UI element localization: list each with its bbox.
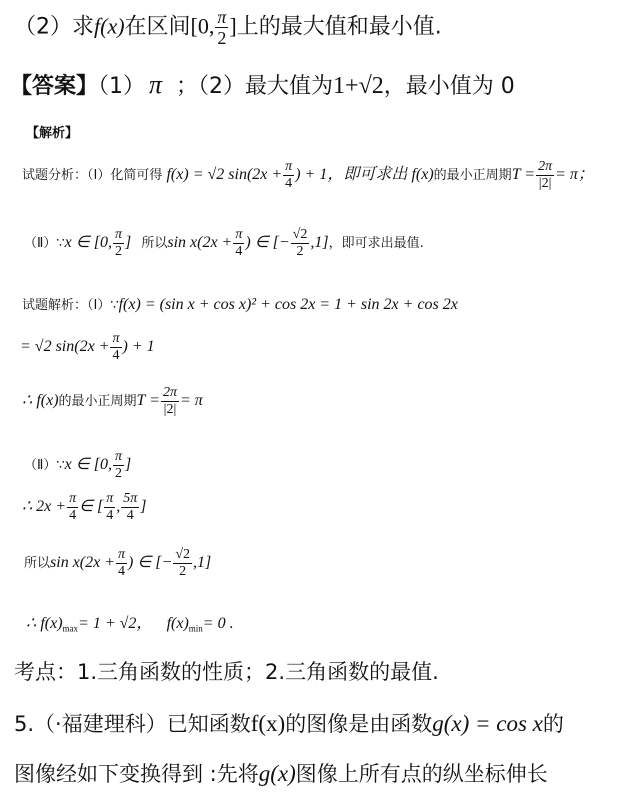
a2-end: ,1]: [310, 234, 329, 251]
s7-max: f(x): [40, 615, 63, 632]
q2-interval-left: [0,: [190, 13, 215, 39]
s6-in: ) ∈ [−: [128, 554, 173, 571]
s3-prefix: ∴: [22, 392, 33, 409]
s2-fraction: [110, 332, 121, 363]
s6-sq-den: 2: [179, 564, 187, 579]
s6-sq-num: √2: [175, 547, 191, 562]
q5-fx: f(x): [250, 711, 286, 736]
answer-min: ，最小值为 0: [383, 74, 515, 99]
s5-comma: ,: [116, 498, 121, 515]
a2-in: ) ∈ [−: [245, 234, 290, 251]
s5-num: π: [69, 491, 77, 506]
s5-fraction: [67, 492, 78, 523]
q2-frac-den: 2: [217, 28, 227, 48]
s2-right: ) + 1: [122, 338, 155, 355]
s4-close: ]: [124, 456, 132, 473]
q5-gx: g(x) = cos x: [432, 711, 543, 736]
s6-den: 4: [118, 564, 126, 579]
s3-fx: f(x): [36, 392, 59, 409]
s6-end: ,1]: [193, 554, 212, 571]
a1-frac-num: π: [285, 159, 293, 174]
a2-fraction: [113, 228, 124, 259]
s4-den: 2: [114, 466, 122, 481]
s7-prefix: ∴: [26, 615, 37, 632]
a2-mid: 所以: [141, 236, 168, 251]
s5-prefix: ∴ 2x +: [22, 498, 67, 515]
solution-line-7: [26, 610, 234, 634]
s5-a-den: 4: [106, 508, 114, 523]
a2-den: 2: [114, 244, 122, 259]
s3-den: |2|: [163, 402, 177, 417]
solution-line-2: [20, 332, 155, 363]
q2-mid: 在区间: [124, 14, 191, 40]
q2-interval-right: ]: [229, 13, 237, 39]
a1-T-num: 2π: [538, 159, 553, 174]
solution-line-6: [24, 548, 211, 579]
s5-b-fraction: [121, 492, 139, 523]
answer-part1: （1）: [98, 74, 146, 99]
answer-max: 1+√2: [333, 73, 384, 99]
s6-prefix: 所以: [24, 556, 51, 571]
q5-mid: 的图像是由函数: [285, 712, 433, 736]
a1-eq-right: ) + 1，即可求出: [295, 166, 408, 183]
answer-label: 【答案】: [10, 74, 99, 99]
s5-b-num: 5π: [123, 491, 138, 506]
s7-min-sub: min: [188, 623, 203, 634]
s1-prefix: 试题解析：（Ⅰ）∵: [22, 298, 119, 313]
kaodian-line: 考点：1.三角函数的性质；2.三角函数的最值.: [14, 660, 439, 684]
s3-end: = π: [179, 392, 203, 409]
q5-end: 的: [542, 712, 564, 736]
q5-prefix: 5.（·福建理科）已知函数: [14, 712, 251, 736]
solution-line-5: [22, 492, 147, 523]
s6-sin: sin x(2x +: [50, 554, 116, 571]
q2-frac-num: π: [217, 7, 227, 27]
analysis-line-1: [22, 160, 594, 191]
a2-sqrt-fraction: [291, 228, 310, 259]
s4-fraction: [113, 450, 124, 481]
answer-pi: π: [149, 70, 163, 99]
a2-frac2-den: 4: [235, 244, 243, 259]
s1-eq: f(x) = (sin x + cos x)² + cos 2x = 1 + sin 2x + cos 2x: [118, 296, 458, 313]
q2-fx: f(x): [94, 13, 125, 39]
solution-line-3: [22, 386, 203, 417]
question-2-line: [14, 8, 442, 47]
a1-fraction: [283, 160, 294, 191]
a2-x: x ∈ [0,: [64, 234, 112, 251]
s4-x: x ∈ [0,: [64, 456, 112, 473]
analysis-label: 【解析】: [26, 126, 79, 141]
s6-sqrt-fraction: [173, 548, 192, 579]
s5-den: 4: [69, 508, 77, 523]
s5-in: ∈ [: [79, 498, 104, 515]
a1-T-den: |2|: [538, 176, 552, 191]
s6-num: π: [118, 547, 126, 562]
q2-prefix: （2）求: [14, 14, 94, 40]
q5b-gx: g(x): [258, 761, 296, 786]
s3-num: 2π: [162, 385, 177, 400]
s3-fraction: [161, 386, 179, 417]
s7-max-val: = 1 + √2，: [78, 615, 153, 632]
a2-num: π: [114, 227, 122, 242]
a2-prefix: （Ⅱ）∵: [24, 236, 65, 251]
a1-fx: f(x): [411, 166, 434, 183]
a1-eq-left: f(x) = √2 sin(2x +: [166, 166, 283, 183]
a2-sqrt-num: √2: [292, 227, 308, 242]
s2-den: 4: [112, 348, 120, 363]
a1-T: T =: [511, 166, 536, 183]
question-5-line-2: [14, 762, 548, 785]
s7-min-val: = 0 .: [202, 615, 234, 632]
a1-mid: 的最小正周期: [433, 168, 512, 183]
q2-interval-fraction: [215, 8, 228, 47]
a2-sqrt-den: 2: [296, 244, 304, 259]
a1-prefix: 试题分析：（Ⅰ）化简可得: [22, 168, 163, 183]
s5-a-fraction: [104, 492, 115, 523]
analysis-line-2: [24, 228, 424, 259]
s5-a-num: π: [106, 491, 114, 506]
solution-line-1: [22, 294, 458, 314]
a2-frac2-num: π: [235, 227, 243, 242]
solution-line-4: [24, 450, 131, 481]
a2-sin: sin x(2x +: [167, 234, 233, 251]
s4-prefix: （Ⅱ）∵: [24, 458, 65, 473]
q5b-prefix: 图像经如下变换得到 :先将: [14, 762, 259, 786]
s2-left: = √2 sin(2x +: [20, 338, 110, 355]
s4-num: π: [114, 449, 122, 464]
s7-min: f(x): [166, 615, 189, 632]
a2-suffix: ，即可求出最值.: [328, 236, 424, 251]
s3-mid: 的最小正周期: [58, 394, 137, 409]
a1-T-fraction: [536, 160, 554, 191]
s7-max-sub: max: [62, 623, 79, 634]
question-5-line-1: [14, 712, 564, 735]
a1-end: = π；: [555, 166, 594, 183]
s6-fraction: [116, 548, 127, 579]
answer-sep: ；（2）最大值为: [176, 74, 334, 99]
a1-frac-den: 4: [285, 176, 293, 191]
a2-close: ]: [124, 234, 132, 251]
q5b-end: 图像上所有点的纵坐标伸长: [295, 762, 548, 786]
s3-T: T =: [136, 392, 160, 409]
s2-num: π: [112, 331, 120, 346]
answer-line: [10, 72, 515, 98]
s5-close: ]: [140, 498, 147, 515]
q2-suffix: 上的最大值和最小值.: [236, 14, 442, 40]
s5-b-den: 4: [126, 508, 134, 523]
a2-frac2: [233, 228, 244, 259]
